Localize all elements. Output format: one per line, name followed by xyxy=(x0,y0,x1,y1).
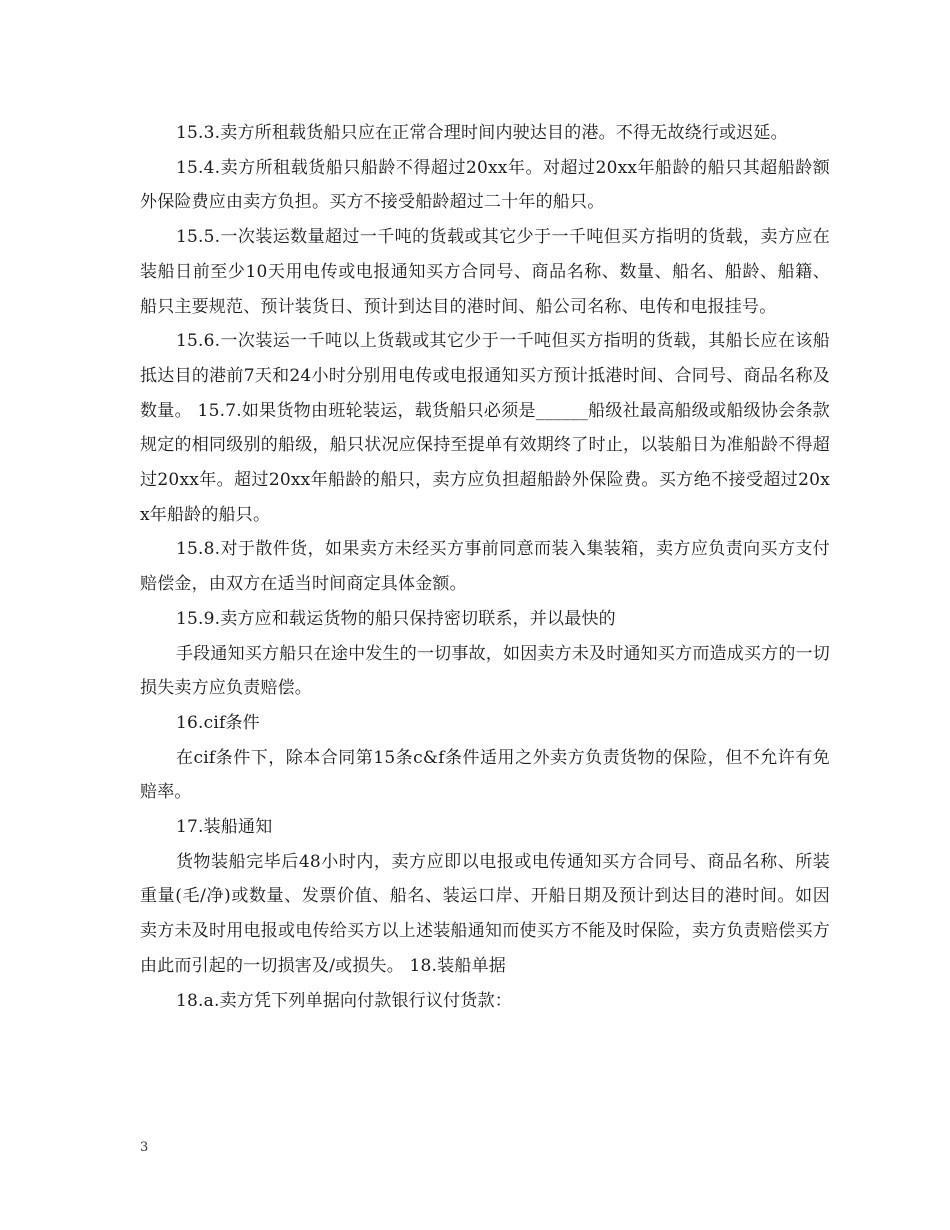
clause-15-6-15-7: 15.6.一次装运一千吨以上货载或其它少于一千吨但买方指明的货载，其船长应在该船抵达目的港前7天和24小时分别用电传或电报通知买方预计抵港时间、合同号、商品名称及数量。 15.7.如果货物由班轮装运，载货船只必须是______船级社最高船级或船级协会条款规定的相同级别的船级，船只状况应保持至提单有效期终了时止，以装船日为准船龄不得超过20xx年。超过20xx年船龄的船只，卖方应负担超船龄外保险费。买方绝不接受超过20xx年船龄的船只。 xyxy=(140,331,830,525)
clause-15-4: 15.4.卖方所租载货船只船龄不得超过20xx年。对超过20xx年船龄的船只其超船龄额外保险费应由卖方负担。买方不接受船龄超过二十年的船只。 xyxy=(140,157,830,213)
clause-15-3: 15.3.卖方所租载货船只应在正常合理时间内驶达目的港。不得无故绕行或迟延。 xyxy=(176,123,788,143)
page-number: 3 xyxy=(140,1140,149,1155)
clause-15-8: 15.8.对于散件货，如果卖方未经买方事前同意而装入集装箱，卖方应负责向买方支付赔偿金，由双方在适当时间商定具体金额。 xyxy=(140,539,830,595)
clause-15-5: 15.5.一次装运数量超过一千吨的货载或其它少于一千吨但买方指明的货载，卖方应在装船日前至少10天用电传或电报通知买方合同号、商品名称、数量、船名、船龄、船籍、船只主要规范、预计装货日、预计到达目的港时间、船公司名称、电传和电报挂号。 xyxy=(140,227,830,317)
document-body xyxy=(140,116,830,1018)
clause-17-heading: 17.装船通知 xyxy=(176,817,273,838)
clause-15-9: 15.9.卖方应和载运货物的船只保持密切联系，并以最快的 xyxy=(176,608,616,629)
clause-17-body: 货物装船完毕后48小时内，卖方应即以电报或电传通知买方合同号、商品名称、所装重量(毛/净)或数量、发票价值、船名、装运口岸、开船日期及预计到达目的港时间。如因卖方未及时用电报或电传给买方以上述装船通知而使买方不能及时保险，卖方负责赔偿买方由此而引起的一切损害及/或损失。 18.装船单据 xyxy=(140,851,830,976)
clause-15-9-continued: 手段通知买方船只在途中发生的一切事故，如因卖方未及时通知买方而造成买方的一切损失卖方应负责赔偿。 xyxy=(140,643,830,699)
clause-16-body: 在cif条件下，除本合同第15条c&f条件适用之外卖方负责货物的保险，但不允许有免赔率。 xyxy=(140,747,830,803)
clause-18-a: 18.a.卖方凭下列单据向付款银行议付货款： xyxy=(176,990,512,1011)
clause-16-heading: 16.cif条件 xyxy=(176,712,260,733)
